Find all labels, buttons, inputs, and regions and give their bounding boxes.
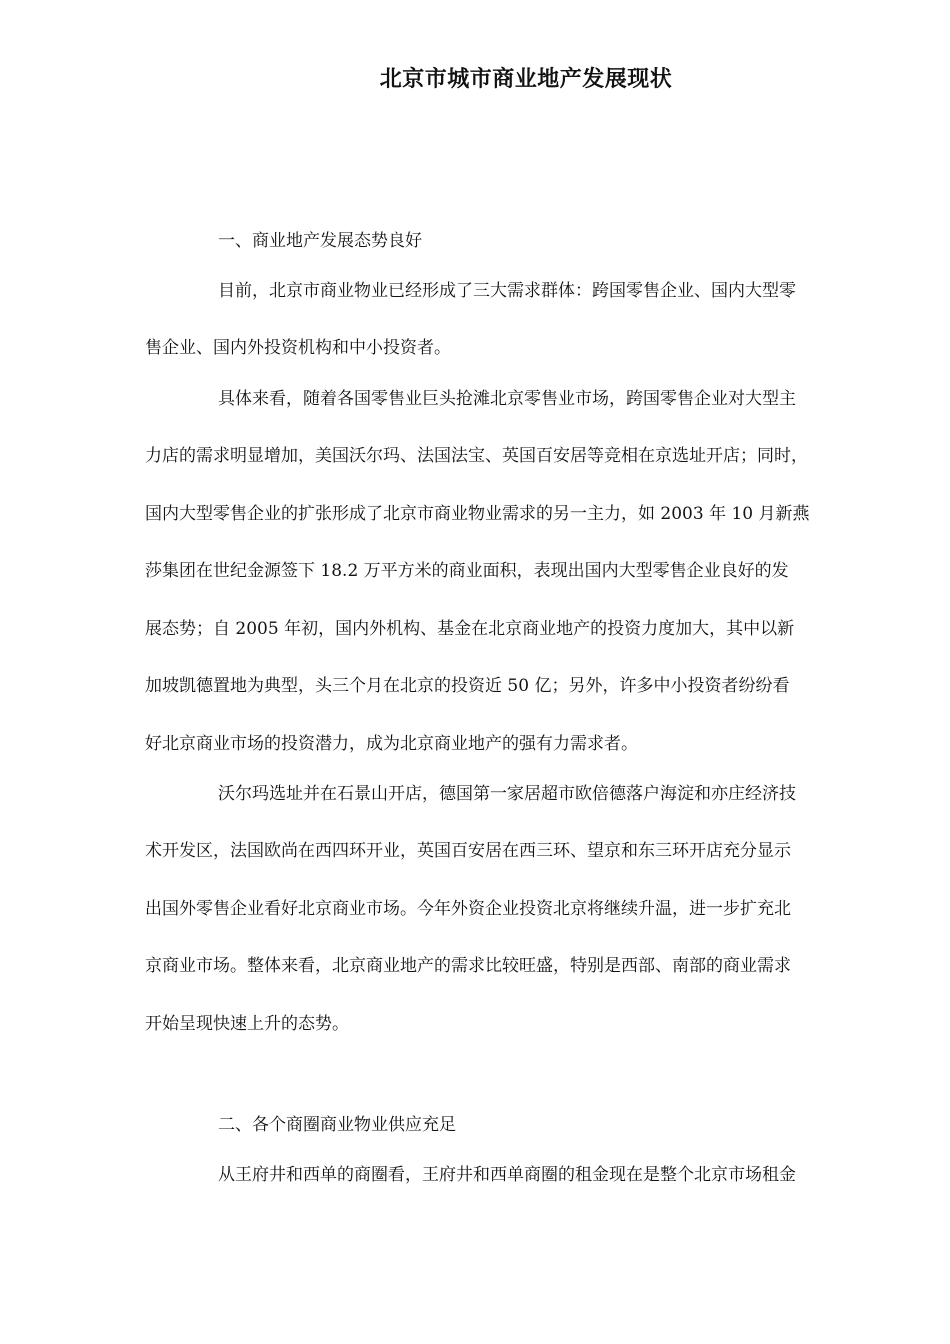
paragraph-line: 从王府井和西单的商圈看，王府井和西单商圈的租金现在是整个北京市场租金 [218, 1165, 796, 1185]
paragraph-line: 京商业市场。整体来看，北京商业地产的需求比较旺盛，特别是西部、南部的商业需求 [145, 956, 791, 976]
document-title: 北京市城市商业地产发展现状 [379, 66, 673, 92]
paragraph-line: 售企业、国内外投资机构和中小投资者。 [145, 338, 451, 358]
paragraph-line: 力店的需求明显增加，美国沃尔玛、法国法宝、英国百安居等竞相在京选址开店；同时， [145, 446, 808, 466]
paragraph-line: 好北京商业市场的投资潜力，成为北京商业地产的强有力需求者。 [145, 734, 638, 754]
paragraph-line: 出国外零售企业看好北京商业市场。今年外资企业投资北京将继续升温，进一步扩充北 [145, 899, 791, 919]
paragraph-line: 具体来看，随着各国零售业巨头抢滩北京零售业市场，跨国零售企业对大型主 [218, 389, 796, 409]
section-heading-2: 二、各个商圈商业物业供应充足 [218, 1115, 456, 1135]
paragraph-line: 目前，北京市商业物业已经形成了三大需求群体：跨国零售企业、国内大型零 [218, 281, 796, 301]
paragraph-line: 开始呈现快速上升的态势。 [145, 1014, 349, 1034]
paragraph-line: 术开发区，法国欧尚在西四环开业，英国百安居在西三环、望京和东三环开店充分显示 [145, 841, 791, 861]
paragraph-line: 沃尔玛选址并在石景山开店，德国第一家居超市欧倍德落户海淀和亦庄经济技 [218, 784, 796, 804]
paragraph-line: 加坡凯德置地为典型，头三个月在北京的投资近 50 亿；另外，许多中小投资者纷纷看 [145, 676, 790, 696]
paragraph-line: 莎集团在世纪金源签下 18.2 万平方米的商业面积，表现出国内大型零售企业良好的发 [145, 561, 789, 581]
section-heading-1: 一、商业地产发展态势良好 [218, 231, 422, 251]
paragraph-line: 展态势；自 2005 年初，国内外机构、基金在北京商业地产的投资力度加大，其中以新 [145, 619, 795, 639]
paragraph-line: 国内大型零售企业的扩张形成了北京市商业物业需求的另一主力，如 2003 年 10 月新燕 [145, 504, 810, 524]
